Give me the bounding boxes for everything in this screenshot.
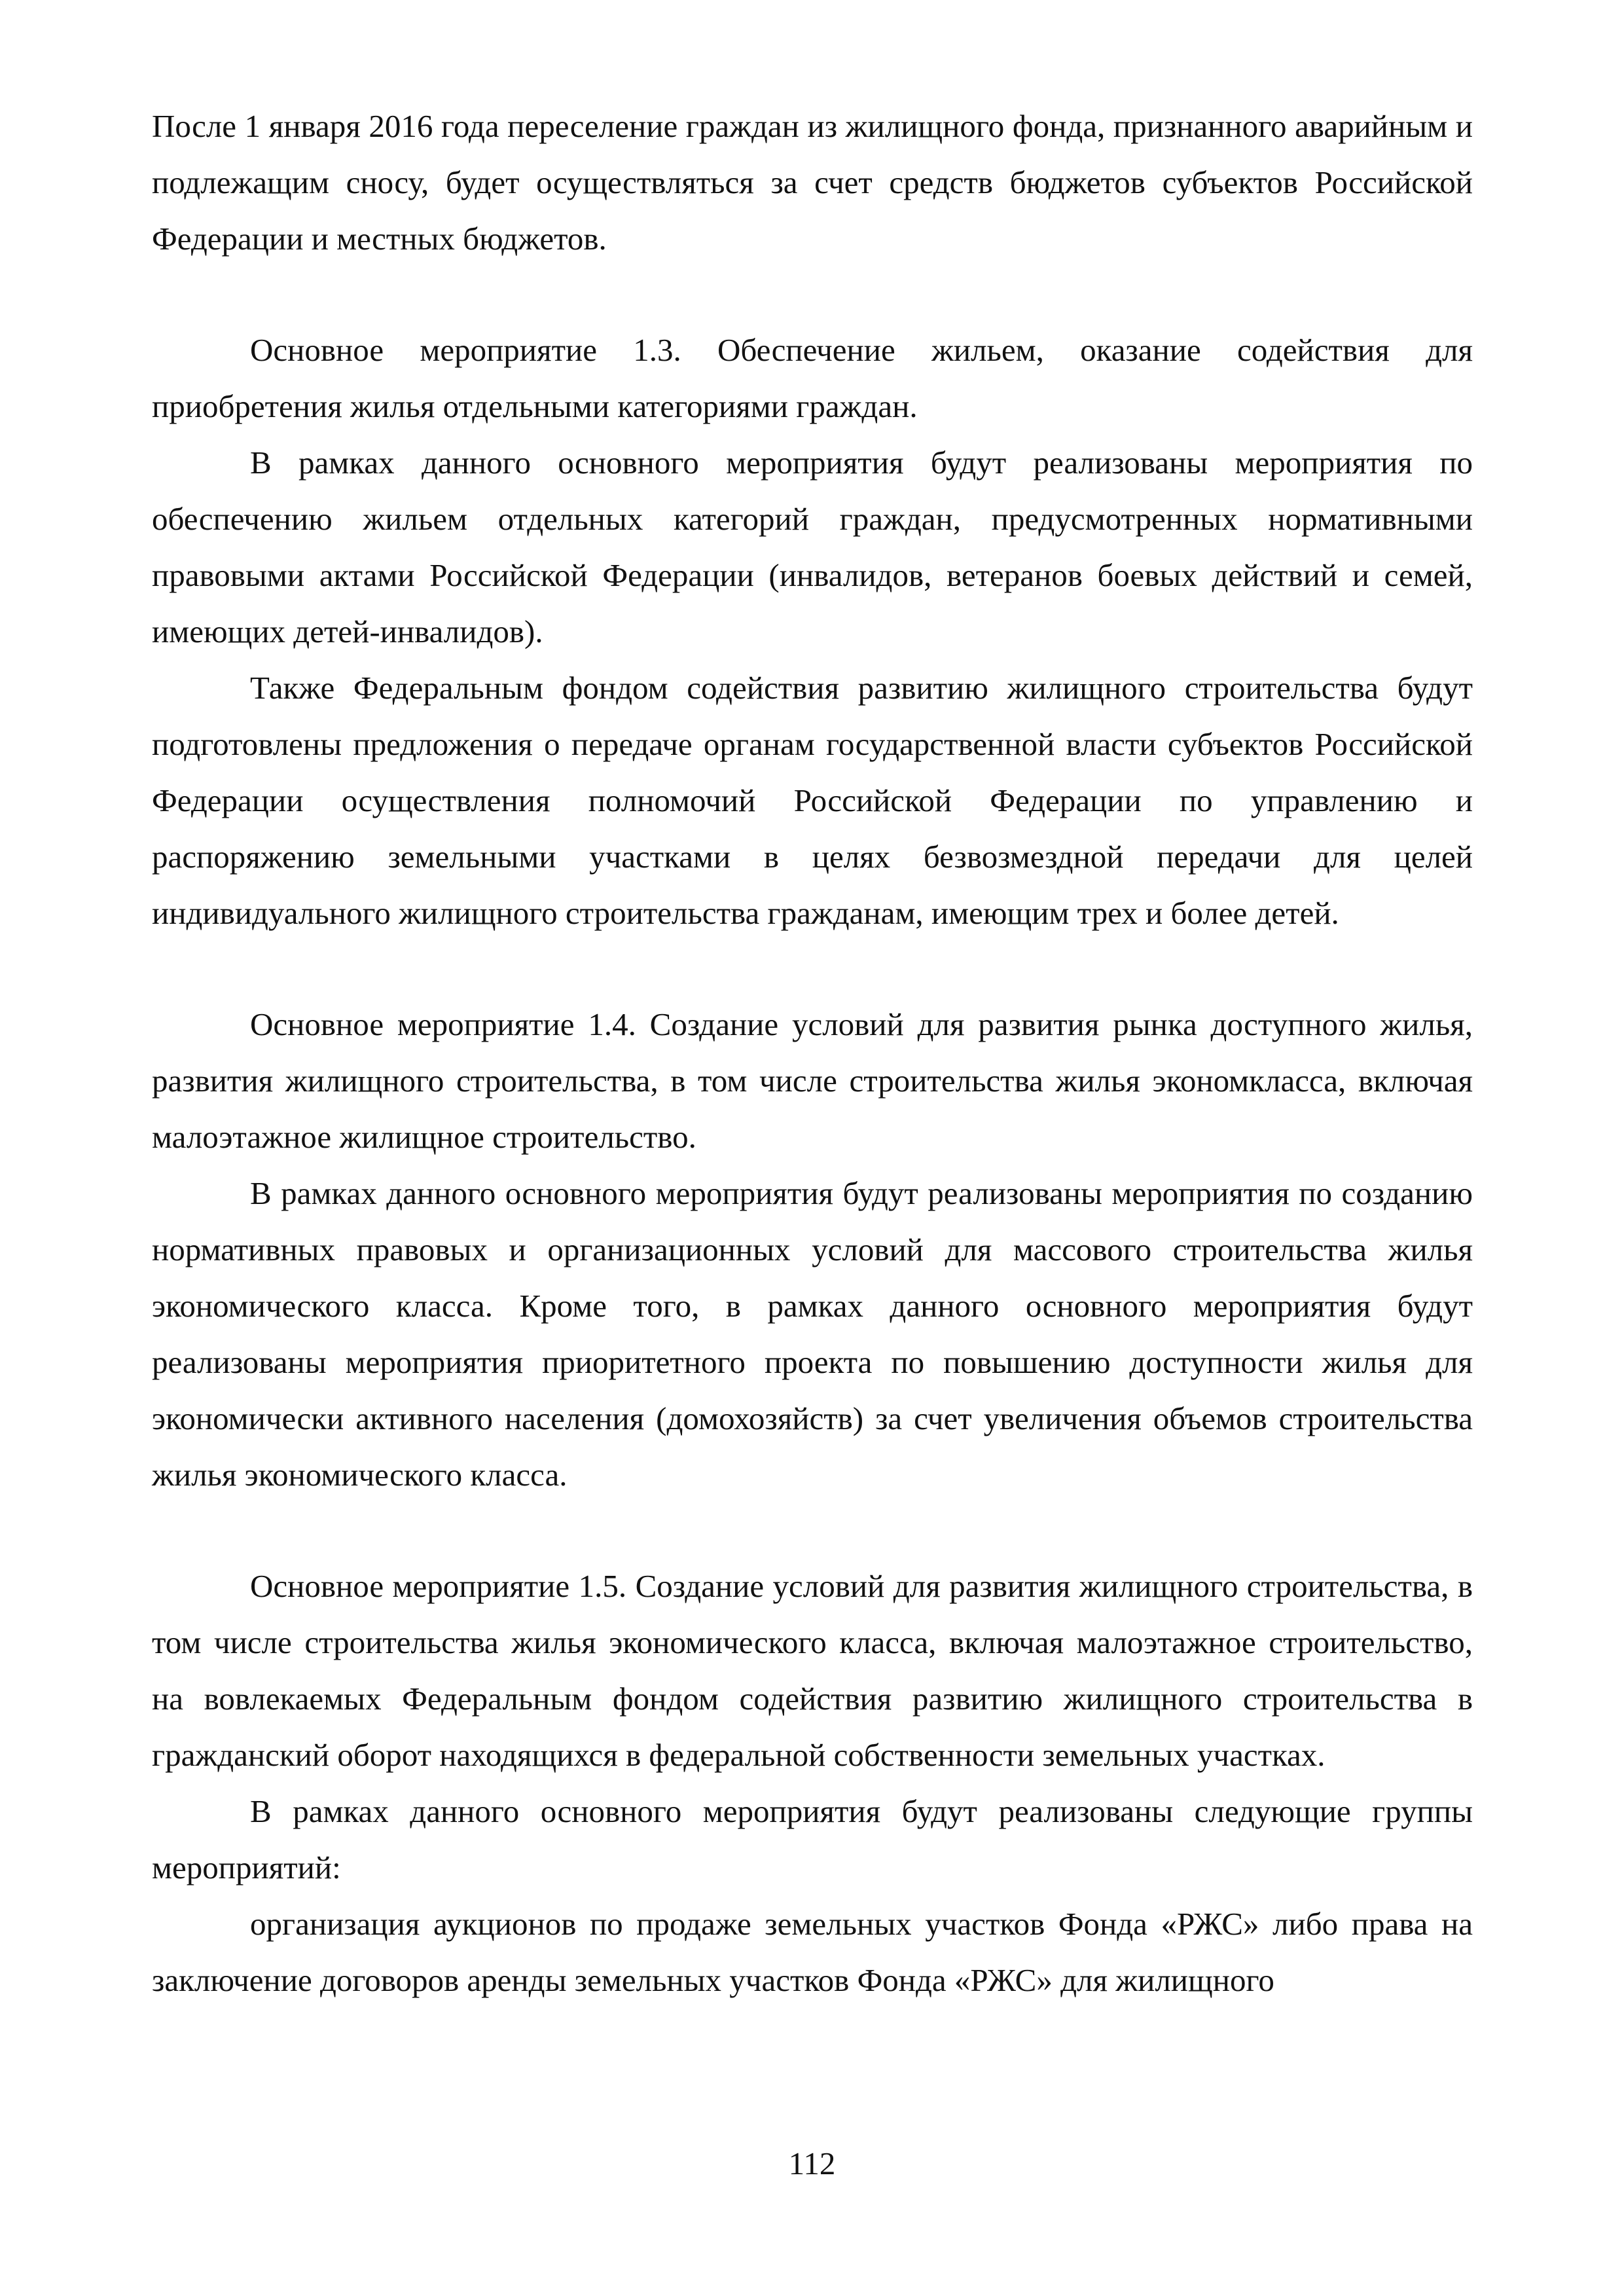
paragraph-measure-1-3-heading: Основное мероприятие 1.3. Обеспечение жильем, оказание содействия для приобретения жилья отдельными категориями граждан. bbox=[152, 332, 1473, 424]
page-number: 112 bbox=[788, 2145, 836, 2181]
paragraph-measure-1-4-details: В рамках данного основного мероприятия будут реализованы мероприятия по созданию нормативных правовых и организационных условий для массового строительства жилья экономического класса. Кроме того, в рамках данного основного мероприятия будут реализованы мероприятия приоритетного проекта по повышению доступности жилья для экономически активного населения (домохозяйств) за счет увеличения объемов строительства жилья экономического класса. bbox=[152, 1175, 1473, 1493]
paragraph-measure-1-5-groups: В рамках данного основного мероприятия будут реализованы следующие группы мероприятий: bbox=[152, 1793, 1473, 1886]
document-body bbox=[152, 98, 1473, 2009]
paragraph-measure-1-3-land-transfer: Также Федеральным фондом содействия развитию жилищного строительства будут подготовлены предложения о передаче органам государственной власти субъектов Российской Федерации осуществления полномочий Российской Федерации по управлению и распоряжению земельными участками в целях безвозмездной передачи для целей индивидуального жилищного строительства гражданам, имеющим трех и более детей. bbox=[152, 670, 1473, 931]
paragraph-resettlement-funding: После 1 января 2016 года переселение граждан из жилищного фонда, признанного аварийным и подлежащим сносу, будет осуществляться за счет средств бюджетов субъектов Российской Федерации и местных бюджетов. bbox=[152, 108, 1473, 257]
paragraph-measure-1-3-housing-categories: В рамках данного основного мероприятия будут реализованы мероприятия по обеспечению жильем отдельных категорий граждан, предусмотренных нормативными правовыми актами Российской Федерации (инвалидов, ветеранов боевых действий и семей, имеющих детей-инвалидов). bbox=[152, 445, 1473, 649]
paragraph-measure-1-4-heading: Основное мероприятие 1.4. Создание условий для развития рынка доступного жилья, развития жилищного строительства, в том числе строительства жилья экономкласса, включая малоэтажное жилищное строительство. bbox=[152, 1006, 1473, 1155]
paragraph-auction-organization: организация аукционов по продаже земельных участков Фонда «РЖС» либо права на заключение договоров аренды земельных участков Фонда «РЖС» для жилищного bbox=[152, 1906, 1473, 1998]
paragraph-measure-1-5-heading: Основное мероприятие 1.5. Создание условий для развития жилищного строительства, в том числе строительства жилья экономического класса, включая малоэтажное строительство, на вовлекаемых Федеральным фондом содействия развитию жилищного строительства в гражданский оборот находящихся в федеральной собственности земельных участках. bbox=[152, 1568, 1473, 1773]
